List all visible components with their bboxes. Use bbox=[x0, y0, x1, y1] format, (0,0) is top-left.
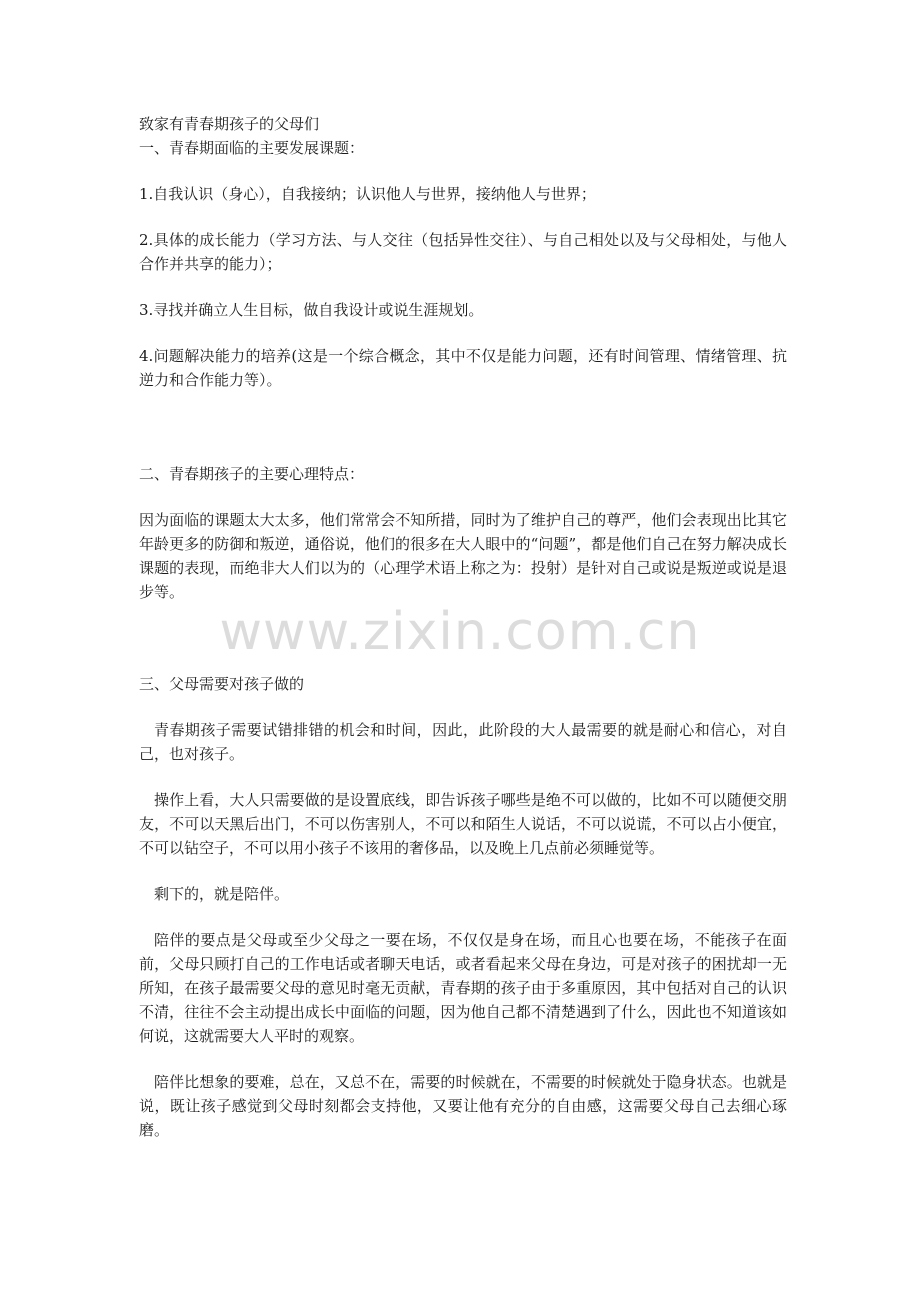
section1-item: 3.寻找并确立人生目标，做自我设计或说生涯规划。 bbox=[139, 301, 484, 319]
document-page bbox=[139, 112, 787, 1142]
section2-body: 因为面临的课题太大太多，他们常常会不知所措，同时为了维护自己的尊严，他们会表现出比其它年龄更多的防御和叛逆，通俗说，他们的很多在大人眼中的“问题”，都是他们自己在努力解决成长课题的表现，而绝非大人们以为的（心理学术语上称之为：投射）是针对自己或说是叛逆或说是退步等。 bbox=[139, 511, 787, 601]
section1-item: 2.具体的成长能力（学习方法、与人交往（包括异性交往）、与自己相处以及与父母相处，与他人合作并共享的能力）； bbox=[139, 231, 787, 273]
section1-item: 1.自我认识（身心），自我接纳；认识他人与世界，接纳他人与世界； bbox=[139, 185, 596, 203]
section3-paragraph: 青春期孩子需要试错排错的机会和时间，因此，此阶段的大人最需要的就是耐心和信心，对自己，也对孩子。 bbox=[139, 721, 787, 763]
section1-item: 4.问题解决能力的培养(这是一个综合概念，其中不仅是能力问题，还有时间管理、情绪管理、抗逆力和合作能力等）。 bbox=[139, 347, 787, 389]
section1-heading: 一、青春期面临的主要发展课题： bbox=[139, 139, 365, 157]
document-title: 致家有青春期孩子的父母们 bbox=[139, 115, 320, 133]
section3-paragraph: 剩下的，就是陪伴。 bbox=[154, 885, 290, 903]
section3-heading: 三、父母需要对孩子做的 bbox=[139, 675, 305, 693]
section3-paragraph: 操作上看，大人只需要做的是设置底线，即告诉孩子哪些是绝不可以做的，比如不可以随便交朋友，不可以天黑后出门，不可以伤害别人，不可以和陌生人说话，不可以说谎，不可以占小便宜，不可以钻空子，不可以用小孩子不该用的奢侈品，以及晚上几点前必须睡觉等。 bbox=[139, 791, 787, 857]
section3-paragraph: 陪伴比想象的要难，总在，又总不在，需要的时候就在，不需要的时候就处于隐身状态。也就是说，既让孩子感觉到父母时刻都会支持他，又要让他有充分的自由感，这需要父母自己去细心琢磨。 bbox=[139, 1073, 787, 1139]
section3-paragraph: 陪伴的要点是父母或至少父母之一要在场，不仅仅是身在场，而且心也要在场，不能孩子在面前，父母只顾打自己的工作电话或者聊天电话，或者看起来父母在身边，可是对孩子的困扰却一无所知，在孩子最需要父母的意见时毫无贡献，青春期的孩子由于多重原因，其中包括对自己的认识不清，往往不会主动提出成长中面临的问题，因为他自己都不清楚遇到了什么，因此也不知道该如何说，这就需要大人平时的观察。 bbox=[139, 931, 787, 1045]
section2-heading: 二、青春期孩子的主要心理特点： bbox=[139, 465, 365, 483]
watermark: www.zixin.com.cn bbox=[219, 602, 701, 662]
